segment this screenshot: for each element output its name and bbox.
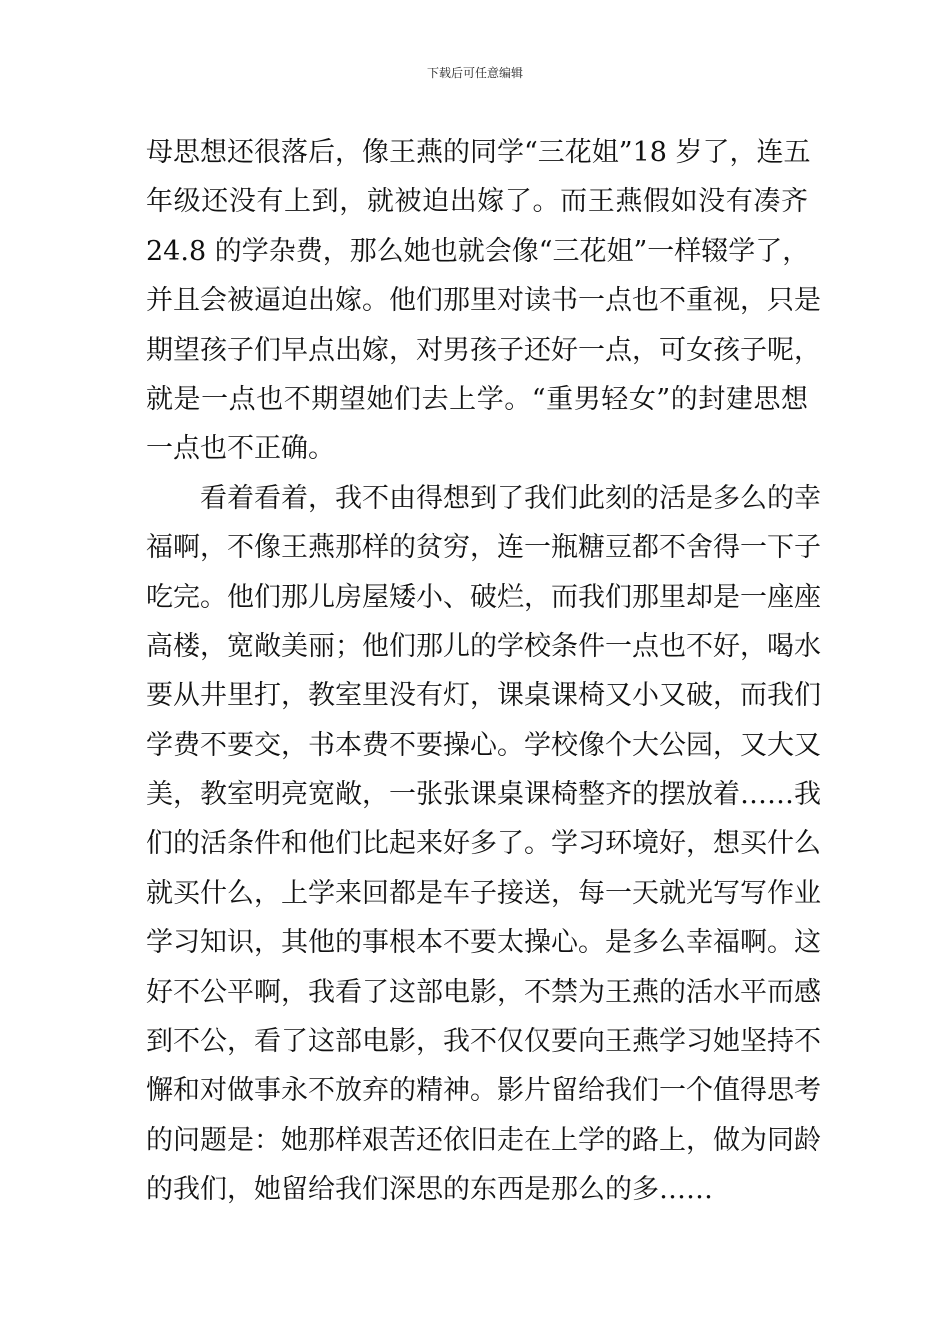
text-line: 们的活条件和他们比起来好多了。学习环境好，想买什么 (146, 828, 821, 860)
text-line: 学费不要交，书本费不要操心。学校像个大公园，又大又 (146, 729, 821, 761)
page-header: 下载后可任意编辑 (426, 66, 523, 80)
text-line: 年级还没有上到，就被迫出嫁了。而王燕假如没有凑齐 (146, 186, 808, 218)
text-line-first: 看着看着，我不由得想到了我们此刻的活是多么的幸 (200, 482, 821, 514)
text-line: 福啊，不像王燕那样的贫穷，连一瓶糖豆都不舍得一下子 (146, 532, 821, 564)
text-line: 母思想还很落后，像王燕的同学“三花姐”18 岁了，连五 (146, 137, 811, 168)
text-line: 高楼，宽敞美丽；他们那儿的学校条件一点也不好，喝水 (146, 630, 821, 662)
text-line: 学习知识，其他的事根本不要太操心。是多么幸福啊。这 (146, 927, 821, 959)
text-line: 到不公，看了这部电影，我不仅仅要向王燕学习她坚持不 (146, 1026, 821, 1058)
text-line: 吃完。他们那儿房屋矮小、破烂，而我们那里却是一座座 (146, 581, 821, 613)
text-line: 就买什么，上学来回都是车子接送，每一天就光写写作业 (146, 877, 821, 909)
text-line: 期望孩子们早点出嫁，对男孩子还好一点，可女孩子呢， (146, 334, 821, 366)
document-body (146, 128, 821, 1215)
text-line: 好不公平啊，我看了这部电影，不禁为王燕的活水平而感 (146, 976, 821, 1008)
text-line: 美，教室明亮宽敞，一张张课桌课椅整齐的摆放着……我 (146, 779, 821, 811)
text-line: 就是一点也不期望她们去上学。“重男轻女”的封建思想 (146, 383, 808, 415)
text-line-last: 一点也不正确。 (146, 433, 335, 465)
text-line: 并且会被逼迫出嫁。他们那里对读书一点也不重视，只是 (146, 285, 821, 317)
text-line-last: 的我们，她留给我们深思的东西是那么的多…… (146, 1174, 713, 1206)
text-line: 要从井里打，教室里没有灯，课桌课椅又小又破，而我们 (146, 680, 821, 712)
paragraph-2 (146, 474, 821, 1215)
paragraph-1 (146, 128, 821, 474)
text-line: 24.8 的学杂费，那么她也就会像“三花姐”一样辍学了， (146, 235, 810, 267)
text-line: 的问题是：她那样艰苦还依旧走在上学的路上，做为同龄 (146, 1124, 821, 1156)
text-line: 懈和对做事永不放弃的精神。影片留给我们一个值得思考 (146, 1075, 821, 1107)
